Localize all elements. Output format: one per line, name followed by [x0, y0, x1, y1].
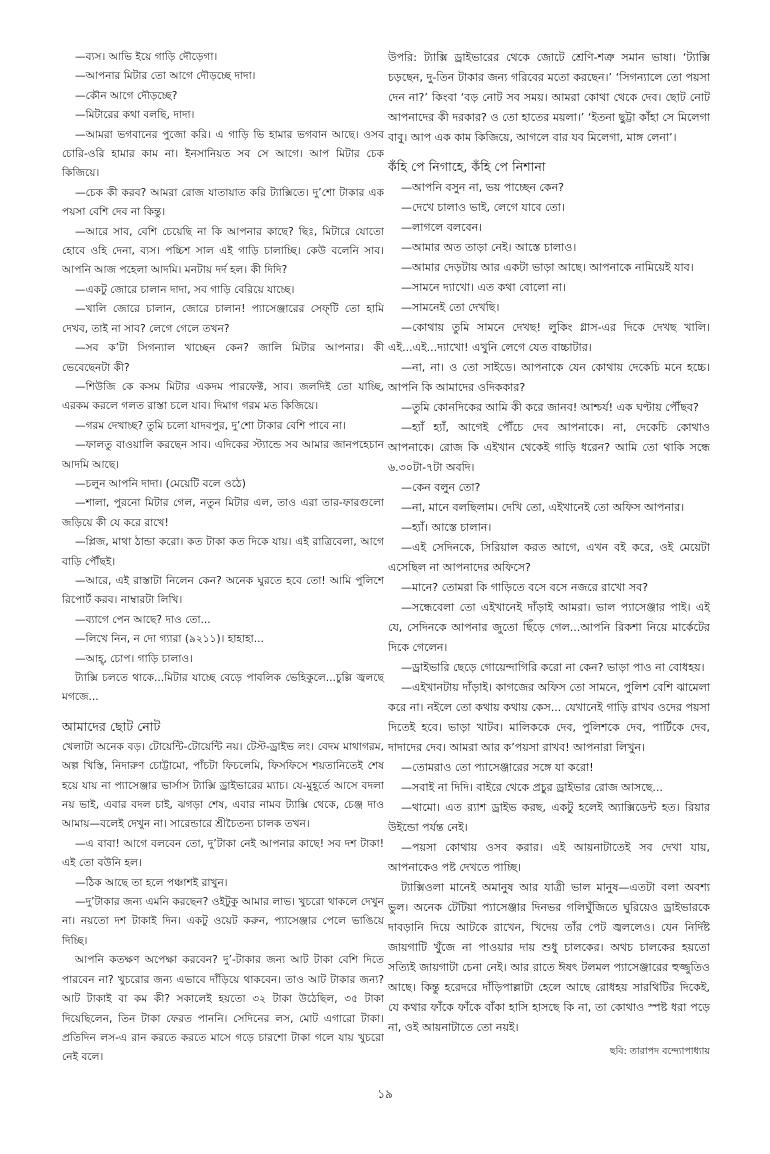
paragraph: —একটু জোরে চালান দাদা, সব গাড়ি বেরিয়ে যাচ্ছে। — [75, 283, 295, 296]
paragraph: —ব্যাগে পেন আছে? দাও তো... — [75, 613, 211, 626]
paragraph: —তুমি কোনদিকের আমি কী করে জানব! আশ্চর্য! এক ঘণ্টায় পৌঁছব? — [401, 401, 699, 414]
section-heading-left: আমাদের ছোট নোট — [62, 718, 161, 734]
page-number: ১৯ — [377, 1087, 393, 1101]
section-heading-right: কঁহি পে নিগাহে, কঁহি পে নিশানা — [388, 159, 546, 174]
paragraph: —সব ক’টা সিগন্যাল খাচ্ছেন কেন? জালি মিটার আপনার। কী ভেবেছেনটা কী? — [62, 342, 384, 374]
paragraph: —শালা, পুরনো মিটার গেল, নতুন মিটার এল, তাও এরা তার-ফারগুলো জড়িয়ে কী যে করে রাখে! — [62, 497, 384, 529]
paragraph: —আমার অত তাড়া নেই। আস্তে চালাও। — [401, 241, 577, 254]
paragraph: —মিটারের কথা বলছি, দাদা। — [75, 109, 195, 122]
paragraph: —এইখানটায় দাঁড়াই। কাগজের অফিস তো সামনে, পুলিশ বেশি ঝামেলা করে না। নইলে তো কথায় কথায় কেস... যেখানেই গাড়ি রাখব ওদের পয়সা দিতেই হবে। ভাড়া খাটব। মালিককে দেব, পুলিশকে দেব, পার্টিকে দেব, দাদাদের দেব। আমরা আর ক’পয়সা রাখব! আপনারা লিখুন। — [388, 681, 710, 754]
paragraph: —তোমরাও তো প্যাসেঞ্জারের সঙ্গে যা করো! — [401, 761, 594, 774]
paragraph: —দু’টাকার জন্য এমনি করছেন? ওইটুকু আমার লাভ। খুচরো থাকলে দেখুন না। নয়তো দশ টাকাই দিন। একটু ওয়েট করুন, প্যাসেঞ্জার পেলে ভাঙিয়ে দিচ্ছি। — [62, 896, 384, 947]
paragraph: আপনি কতক্ষণ অপেক্ষা করবেন? দু’-টাকার জন্য আট টাকা বেশি দিতে পারবেন না? খুচরোর জন্য এভাবে দাঁড়িয়ে থাকবেন। তাও আট টাকার জন্য? আট টাকাই বা কম কী? সকালেই হয়তো ৩২ টাকা উঠেছিল, ৩৫ টাকা দিয়েছিলেন, তিন টাকা ফেরত পাননি। সেদিনের লস, মোট এগারো টাকা। প্রতিদিন লস-এ রান করতে করতে মাসে গড়ে চারশো টাকা গলে যায় খুচরো নেই বলে। — [62, 954, 384, 1064]
paragraph: —লিখে নিন, ন দো গ্যারা (৯২১১)। হাহাহা... — [75, 633, 264, 646]
paragraph: —আমরা ভগবানের পুজো করি। এ গাড়ি ভি হামার ভগবান আছে। ওসব চোরি-ওরি হামার কাম না। ইনসানিয়ত সব সে আগে। আপ মিটার চেক কিজিয়ে। — [62, 128, 384, 180]
paragraph: —প্লিজ, মাথা ঠান্ডা করো। কত টাকা কত দিকে যায়। এই রাত্রিবেলা, আগে বাড়ি পৌঁছই। — [62, 536, 384, 568]
paragraph: —কৌন আগে দৌড়চ্ছে? — [75, 89, 178, 102]
paragraph: —থামো। এত র‍্যাশ ড্রাইভ করছ, একটু হলেই অ্যাক্সিডেন্ট হত। রিয়ার উইন্ডো পর্যন্ত নেই। — [388, 801, 710, 834]
paragraph: —খালি জোরে চালান, জোরে চালান! প্যাসেঞ্জারের সেফ্‌টি তো হামি দেখব, তাই না সাব? লেগে গেলে তখন? — [62, 303, 384, 335]
paragraph: —আমার দেড়টায় আর একটা ভাড়া আছে। আপনাকে নামিয়েই যাব। — [401, 261, 694, 274]
paragraph: —সবাই না দিদি। বাইরে থেকে প্রচুর ড্রাইভার রোজ আসছে... — [401, 781, 663, 794]
paragraph: —সন্ধেবেলা তো এইখানেই দাঁড়াই আমরা। ভাল প্যাসেঞ্জার পাই। এই যে, সেদিনকে আপনার জুতো ছিঁড়ে গেল...আপনি রিকশা নিয়ে মার্কেটের দিকে গেলেন। — [388, 601, 710, 654]
paragraph: —ড্রাইভারি ছেড়ে গোয়েন্দাগিরি করো না কেন? ভাড়া পাও না বোধহয়। — [401, 661, 705, 674]
paragraph: —আরে সাব, বেশি চেয়েছি না কি আপনার কাছে? ছিঃ, মিটারে যোতো হোবে ওহি দেনা, ব্যস। পচ্চিশ সাল এই গাড়ি চালাচ্ছি। কেউ বলেনি সাব। আপনি আজ পহেলা আদমি। মনটায় দর্দ হল। কী দিদি? — [62, 225, 384, 277]
paragraph: —কেন বলুন তো? — [401, 481, 481, 494]
paragraph: —হ্যাঁ হ্যাঁ, আগেই পৌঁচে দেব আপনাকে। না, দেকেচি কোথাও আপনাকে। রোজ কি এইখান থেকেই গাড়ি ধরেন? আমি তো থাকি সন্ধে ৬.৩০টা-৭টা অবদি। — [388, 421, 710, 474]
paragraph: —পয়সা কোথায় ওসব করার। এই আয়নাটাতেই সব দেখা যায়, আপনাকেও পষ্ট দেখতে পাচ্ছি। — [388, 841, 710, 874]
paragraph: —আহ্‌, চোপ। গাড়ি চালাও। — [75, 652, 194, 665]
paragraph: —আপনার মিটার তো আগে দৌড়চ্ছে দাদা। — [75, 70, 256, 83]
paragraph: —মানে? তোমরা কি গাড়িতে বসে বসে নজরে রাখো সব? — [401, 581, 649, 594]
paragraph: —হ্যাঁ। আস্তে চালান। — [401, 521, 492, 534]
paragraph: —শিউজি কে কসম মিটার একদম পারফেক্ট, সাব। জলদিই তো যাচ্ছি, এরকম করলে গলত রাস্তা চলে যাব। দিমাগ গরম মত কিজিয়ে। — [62, 380, 384, 413]
paragraph: —ফালতু বাওয়ালি করছেন সাব। এদিকের স্ট্যান্ডে সব আমার জানপহেচান আদমি আছে। — [62, 439, 384, 471]
paragraph: ট্যাক্সি চলতে থাকে...মিটার যাচ্ছে বেড়ে পাবলিক ভেহিকুলে...চুল্লি জ্বলছে মগজে... — [62, 672, 384, 704]
paragraph: খেলাটা অনেক বড়। টোয়েন্টি-টোয়েন্টি নয়। টেস্ট-ড্রাইভ লং। বেদম মাথাগরম, অল্প খিস্তি, নিদারুণ চোট্টামো, পাঁচটা ফিচলেমি, ফিসফিসে শয়তানিতেই শেষ হয়ে যায় না প্যাসেঞ্জার ভার্সাস ট্যাক্সি ড্রাইভারের ম্যাচ। যে-মুহূর্তে আসে বদলা নয় ভাই, এবার বদল চাই, ঝগড়া শেষ, এবার নামব ট্যাক্সি থেকে, চেঞ্জ দাও আমায়—বলেই দেখুন না। সারেন্ডারে শ্রীচৈতন্য চালক তখন। — [62, 740, 384, 831]
paragraph: —চলুন আপনি দাদা। (মেয়েটি বলে ওঠে) — [75, 477, 246, 490]
paragraph: —গরম দেখাচ্ছ? তুমি চলো যাদবপুর, দু’শো টাকার বেশি পাবে না। — [75, 419, 346, 432]
paragraph: —দেখে চালাও ভাই, লেগে যাবে তো। — [401, 201, 565, 214]
left-column — [62, 48, 384, 1068]
paragraph: —সামনে দ্যাখো। এত কথা বোলো না। — [401, 281, 566, 294]
paragraph: ট্যাক্সিওলা মানেই অমানুষ আর যাত্রী ভাল মানুষ—এতটা বলা অবশ্য ভুল। অনেক টেটিয়া প্যাসেঞ্জার দিনভর গলিঘুঁজিতে ঘুরিয়েও ড্রাইভারকে দাবড়ানি দিয়ে আটকে রাখেন, খিদেয় তাঁর পেট জ্বললেও। যেন নির্দিষ্ট জায়গাটি খুঁজে না পাওয়ার দায় শুধু চালকের। অথচ চালকের হয়তো সত্যিই জায়গাটা চেনা নেই। আর রাতে ঈষৎ টলমল প্যাসেঞ্জারের হুজ্জুতিও আছে। কিন্তু হরেদরে দাঁড়িপাল্লাটা হেলে আছে রোধহয় সারথিটির দিকেই, যে কথার ফাঁকে ফাঁকে বাঁকা হাসি হাসছে কি না, তা কোথাও স্পষ্ট ধরা পড়ে না, ওই আয়নাটাতে তো নয়ই। — [388, 881, 710, 1034]
left-section-block — [62, 738, 384, 1068]
paragraph: —সামনেই তো দেখছি। — [401, 301, 500, 314]
paragraph: —এই সেদিনকে, সিরিয়াল করত আগে, এখন বই করে, ওই মেয়েটা এসেছিল না আপনাদের অফিসে? — [388, 541, 710, 574]
paragraph: —এ বাবা! আগে বলবেন তো, দু’টাকা নেই আপনার কাছে! সব দশ টাকা! এই তো বউনি হল। — [62, 837, 384, 870]
paragraph: —কোথায় তুমি সামনে দেখছ! লুকিং গ্লাস-এর দিকে দেখছ খালি। এই...এই...দ্যাখো! এখুনি লেগে যেত বাচ্চাটার। — [388, 321, 710, 354]
paragraph: —আপনি বসুন না, ভয় পাচ্ছেন কেন? — [401, 181, 564, 194]
right-dialogue-block — [388, 178, 710, 1038]
left-dialogue-block — [62, 48, 384, 708]
paragraph: —চেক কী করব? আমরা রোজ যাতায়াত করি ট্যাক্সিতে। দু’শো টাকার এক পয়সা বেশি দেব না কিন্তু। — [62, 186, 384, 219]
paragraph: —ঠিক আছে তা হলে পঞ্চাশই রাখুন। — [75, 876, 228, 889]
paragraph: —ব্যস। আভি ইয়ে গাড়ি দৌড়েগা। — [75, 51, 218, 63]
paragraph: —না, মানে বলছিলাম। দেখি তো, এইখানেই তো অফিস আপনার। — [401, 501, 685, 514]
paragraph: —লাগলে বলবেন। — [401, 221, 483, 234]
paragraph: —আরে, এই রাস্তাটা নিলেন কেন? অনেক ঘুরতে হবে তো! আমি পুলিশে রিপোর্ট করব। নাম্বারটা লিখি। — [62, 574, 384, 607]
intro-paragraph: উপরি: ট্যাক্সি ড্রাইভারের থেকে জোটে শ্রেণি-শত্রু সমান ভাষা। ‘ট্যাক্সি চড়ছেন, দু-তিন টাকার জন্য গরিবের মতো করছেন।’ ‘সিগন্যালে তো পয়সা দেন না?’ কিংবা ‘বড় নোট সব সময়। আমরা কোথা থেকে দেব। ছোট নোট আপনাদের কী দরকার? ও তো হাতের ময়লা।’ ‘ইতনা ছুট্টা কাঁহা সে মিলেগা বাবু। আপ এক কাম কিজিয়ে, আগলে বার যব মিলেগা, মাঙ্গ লেনা’। — [388, 51, 710, 144]
paragraph: —না, না। ও তো সাইডে। আপনাকে যেন কোথায় দেকেচি মনে হচ্চে। আপনি কি আমাদের ওদিককার? — [388, 361, 710, 394]
image-credit: ছবি: তারাপদ বন্দ্যোপাধ্যায় — [609, 1046, 710, 1057]
right-column — [388, 48, 710, 1060]
